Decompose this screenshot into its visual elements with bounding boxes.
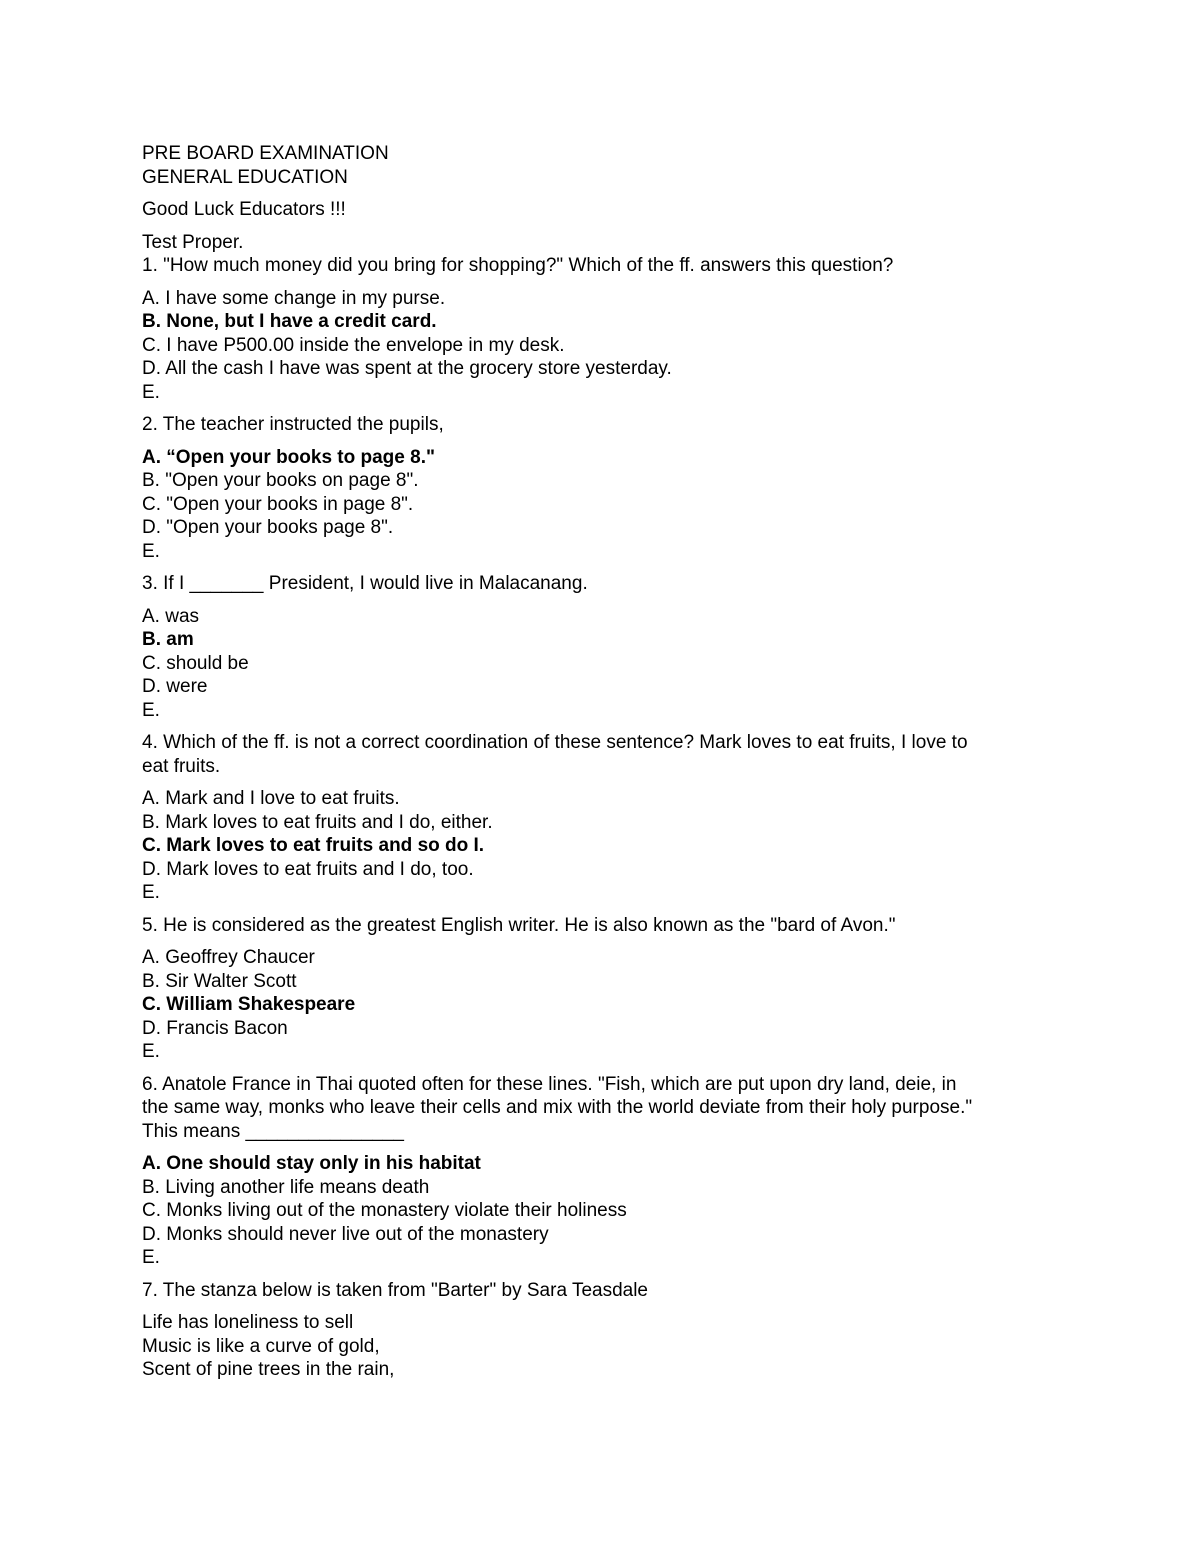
question-stem-line: eat fruits. [142, 755, 221, 777]
answer-option: D. All the cash I have was spent at the grocery store yesterday. [142, 358, 672, 379]
question-stem-line: 3. If I _______ President, I would live in Malacanang. [142, 573, 588, 594]
question-4-options [142, 787, 1050, 905]
answer-option: D. "Open your books page 8". [142, 517, 394, 538]
answer-option: E. [142, 699, 160, 721]
answer-option: C. "Open your books in page 8". [142, 493, 414, 515]
question-4-stem [142, 731, 1050, 778]
answer-option: E. [142, 882, 160, 903]
answer-option: A. Mark and I love to eat fruits. [142, 788, 400, 809]
question-2-stem [142, 413, 1050, 437]
question-3-options [142, 605, 1050, 723]
section-label: Test Proper. [142, 231, 244, 253]
answer-option: A. was [142, 605, 200, 627]
answer-option: E. [142, 381, 160, 403]
question-stem-line: 2. The teacher instructed the pupils, [142, 414, 444, 435]
answer-option: B. Living another life means death [142, 1176, 430, 1198]
question-stem-line: the same way, monks who leave their cells and mix with the world deviate from their holy purpose." [142, 1097, 973, 1118]
exam-header [142, 142, 1050, 189]
question-6-options [142, 1152, 1050, 1270]
answer-option: C. should be [142, 652, 249, 674]
greeting-text: Good Luck Educators !!! [142, 199, 346, 220]
question-stem-line: 5. He is considered as the greatest English writer. He is also known as the "bard of Avon." [142, 914, 896, 936]
exam-subject: GENERAL EDUCATION [142, 166, 348, 188]
answer-option: D. Mark loves to eat fruits and I do, too. [142, 858, 474, 880]
answer-option: B. "Open your books on page 8". [142, 470, 419, 491]
answer-option: E. [142, 1247, 160, 1268]
poem-stanza [142, 1311, 1050, 1382]
question-stem-line: This means _______________ [142, 1120, 404, 1142]
question-stem-line: 4. Which of the ff. is not a correct coordination of these sentence? Mark loves to eat fruits, I love to [142, 732, 968, 753]
answer-option: C. Monks living out of the monastery violate their holiness [142, 1200, 627, 1221]
question-1-stem [142, 254, 1050, 278]
answer-option-correct: A. “Open your books to page 8." [142, 446, 435, 468]
answer-option: A. I have some change in my purse. [142, 287, 446, 309]
answer-option: D. Francis Bacon [142, 1017, 288, 1039]
answer-option-correct: B. None, but I have a credit card. [142, 311, 437, 332]
question-7-stem [142, 1279, 1050, 1303]
question-5-stem [142, 914, 1050, 938]
question-stem-line: 7. The stanza below is taken from "Barter" by Sara Teasdale [142, 1279, 648, 1301]
question-6-stem [142, 1073, 1050, 1144]
question-stem-line: 1. "How much money did you bring for shopping?" Which of the ff. answers this question? [142, 255, 894, 276]
answer-option: D. were [142, 676, 208, 697]
question-1-options [142, 287, 1050, 405]
answer-option: E. [142, 540, 160, 562]
answer-option: B. Mark loves to eat fruits and I do, either. [142, 811, 493, 833]
question-5-options [142, 946, 1050, 1064]
question-list [142, 254, 1050, 1302]
stanza-line: Music is like a curve of gold, [142, 1335, 380, 1357]
answer-option: B. Sir Walter Scott [142, 970, 297, 992]
answer-option: D. Monks should never live out of the monastery [142, 1223, 549, 1245]
greeting [142, 198, 1050, 222]
answer-option: C. I have P500.00 inside the envelope in my desk. [142, 334, 565, 356]
stanza-line: Life has loneliness to sell [142, 1312, 354, 1333]
question-2-options [142, 446, 1050, 564]
question-stem-line: 6. Anatole France in Thai quoted often for these lines. "Fish, which are put upon dry land, deie, in [142, 1073, 957, 1095]
answer-option: A. Geoffrey Chaucer [142, 947, 315, 968]
answer-option-correct: B. am [142, 629, 194, 650]
answer-option-correct: A. One should stay only in his habitat [142, 1153, 481, 1174]
exam-title: PRE BOARD EXAMINATION [142, 143, 389, 164]
question-3-stem [142, 572, 1050, 596]
stanza-line: Scent of pine trees in the rain, [142, 1359, 395, 1380]
answer-option-correct: C. Mark loves to eat fruits and so do I. [142, 835, 485, 856]
answer-option-correct: C. William Shakespeare [142, 994, 356, 1015]
answer-option: E. [142, 1041, 160, 1062]
